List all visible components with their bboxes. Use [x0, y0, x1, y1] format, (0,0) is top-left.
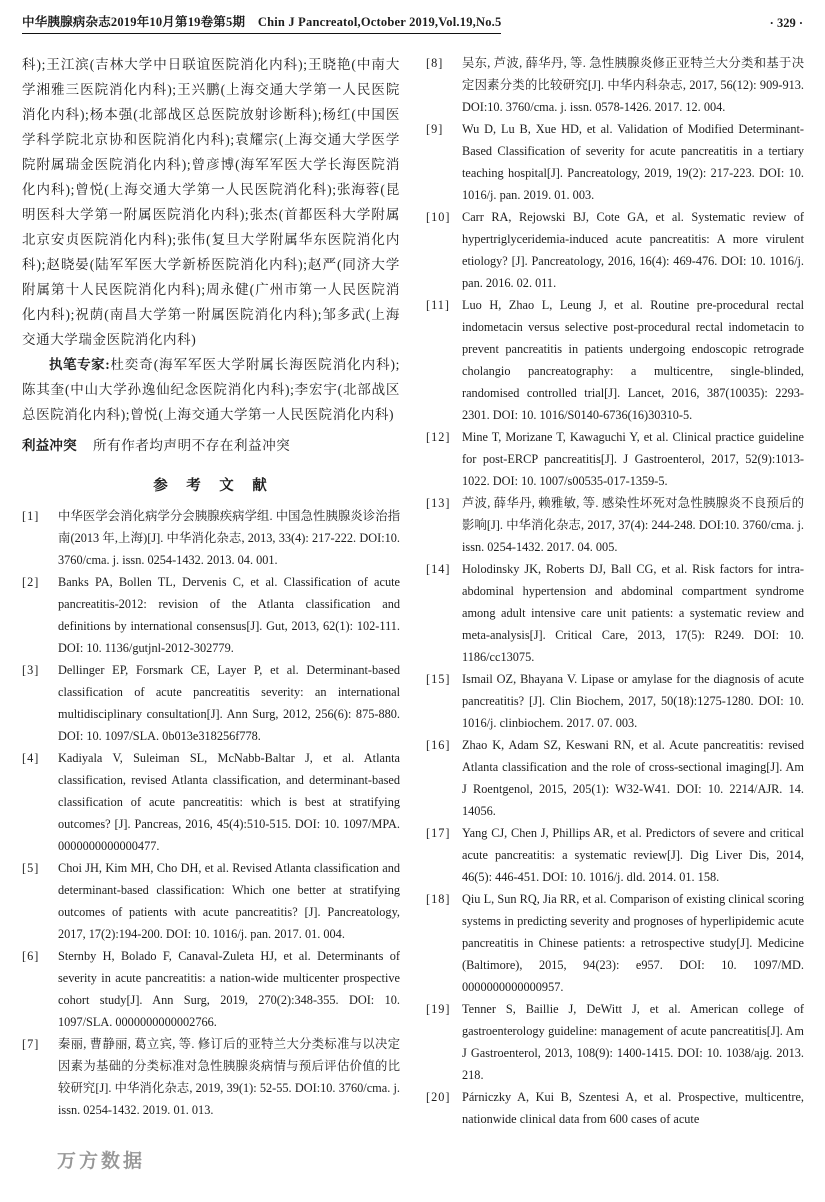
writing-experts-paragraph — [22, 352, 400, 427]
reference-item — [22, 945, 400, 1033]
expert-list-continued: 科);王江滨(吉林大学中日联谊医院消化内科);王晓艳(中南大学湘雅三医院消化内科);王兴鹏(上海交通大学第一人民医院消化内科);杨本强(北部战区总医院放射诊断科);杨红(中国医学科学院北京协和医院消化内科);袁耀宗(上海交通大学医学院附属瑞金医院消化内科);曾彦博(海军军医大学长海医院消化内科);曾悦(上海交通大学第一人民医院消化科);张海蓉(昆明医科大学第一附属医院消化内科);张杰(首都医科大学附属北京安贞医院消化内科);张伟(复旦大学附属华东医院消化内科);赵晓晏(陆军军医大学新桥医院消化内科);赵严(同济大学附属第十人民医院消化内科);周永健(广州市第一人民医院消化内科);祝荫(南昌大学第一附属医院消化内科);邹多武(上海交通大学瑞金医院消化内科) — [22, 57, 400, 347]
reference-item — [22, 659, 400, 747]
writing-experts-text: 杜奕奇(海军军医大学附属长海医院消化内科);陈其奎(中山大学孙逸仙纪念医院消化内科);李宏宇(北部战区总医院消化内科);曾悦(上海交通大学第一人民医院消化内科) — [22, 357, 400, 422]
reference-number: [11] — [426, 298, 451, 312]
two-column-body — [22, 52, 805, 1202]
reference-text: Banks PA, Bollen TL, Dervenis C, et al. Classification of acute pancreatitis-2012: revision of the Atlanta classification and definitions by international consensus[J]. Gut, 2013, 62(1): 102-111. DOI: 10. 1136/gutjnl-2012-302779. — [58, 575, 400, 655]
reference-item — [426, 822, 804, 888]
reference-text: Ismail OZ, Bhayana V. Lipase or amylase for the diagnosis of acute pancreatitis? [J]. Clin Biochem, 2017, 50(18):1275-1280. DOI: 10. 1016/j. clinbiochem. 2017. 07. 003. — [462, 672, 804, 730]
reference-text: Yang CJ, Chen J, Phillips AR, et al. Predictors of severe and critical acute pancreatitis: a systematic review[J]. Dig Liver Dis, 2014, 46(5): 446-451. DOI: 10. 1016/j. dld. 2014. 01. 158. — [462, 826, 804, 884]
reference-text: Sternby H, Bolado F, Canaval-Zuleta HJ, et al. Determinants of severity in acute pancreatitis: a nation-wide multicenter prospective cohort study[J]. Ann Surg, 2019, 270(2):348-355. DOI: 10. 1097/SLA. 0000000000002766. — [58, 949, 400, 1029]
reference-text: Mine T, Morizane T, Kawaguchi Y, et al. Clinical practice guideline for post-ERCP pancreatitis[J]. J Gastroenterol, 2017, 52(9):1013-1022. DOI: 10. 1007/s00535-017-1359-5. — [462, 430, 804, 488]
reference-text: Qiu L, Sun RQ, Jia RR, et al. Comparison of existing clinical scoring systems in predicting severity and prognoses of hyperlipidemic acute pancreatitis in Chinese patients: a retrospective study[J]. Medicine (Baltimore), 2015, 94(23): e957. DOI: 10. 1097/MD. 0000000000000957. — [462, 892, 804, 994]
reference-number: [7] — [22, 1037, 40, 1051]
reference-number: [19] — [426, 1002, 451, 1016]
reference-item — [426, 734, 804, 822]
wanfang-watermark: 万方数据 — [57, 1151, 146, 1172]
reference-number: [17] — [426, 826, 451, 840]
reference-item — [426, 426, 804, 492]
reference-text: 秦丽, 曹静丽, 葛立宾, 等. 修订后的亚特兰大分类标准与以决定因素为基础的分类标准对急性胰腺炎病情与预后评估价值的比较研究[J]. 中华消化杂志, 2019, 39(1): 52-55. DOI:10. 3760/cma. j. issn. 0254-1432. 2019. 01. 013. — [58, 1037, 400, 1117]
reference-number: [5] — [22, 861, 40, 875]
reference-number: [15] — [426, 672, 451, 686]
reference-item — [426, 118, 804, 206]
references-heading: 参 考 文 献 — [153, 478, 269, 494]
reference-number: [4] — [22, 751, 40, 765]
reference-number: [16] — [426, 738, 451, 752]
reference-text: Choi JH, Kim MH, Cho DH, et al. Revised Atlanta classification and determinant-based classification: Which one better at stratifying outcomes of patients with acute pancreatitis? [J]. Pancreatology, 2017, 17(2):194-200. DOI: 10. 1016/j. pan. 2017. 01. 004. — [58, 861, 400, 941]
reference-item — [426, 1086, 804, 1130]
writing-experts-label: 执笔专家: — [49, 357, 110, 372]
reference-number: [2] — [22, 575, 40, 589]
reference-number: [20] — [426, 1090, 451, 1104]
reference-text: Kadiyala V, Suleiman SL, McNabb-Baltar J, et al. Atlanta classification, revised Atlanta classification, and determinant-based classification of acute pancreatitis: which is best at stratifying outcomes? [J]. Pancreas, 2016, 45(4):510-515. DOI: 10. 1097/MPA. 0000000000000477. — [58, 751, 400, 853]
reference-item — [22, 505, 400, 571]
conflict-of-interest — [22, 433, 400, 458]
reference-item — [22, 857, 400, 945]
left-column — [22, 52, 400, 1202]
conflict-text: 所有作者均声明不存在利益冲突 — [93, 438, 291, 453]
reference-text: Dellinger EP, Forsmark CE, Layer P, et al. Determinant-based classification of acute pancreatitis severity: an international multidisciplinary consultation[J]. Ann Surg, 2012, 256(6): 875-880. DOI: 10. 1097/SLA. 0b013e318256f778. — [58, 663, 400, 743]
reference-number: [8] — [426, 56, 444, 70]
reference-item — [426, 492, 804, 558]
reference-item — [426, 294, 804, 426]
reference-text: Carr RA, Rejowski BJ, Cote GA, et al. Systematic review of hypertriglyceridemia-induced acute pancreatitis: A more virulent etiology? [J]. Pancreatology, 2016, 16(4): 469-476. DOI: 10. 1016/j. pan. 2016. 02. 011. — [462, 210, 804, 290]
reference-item — [426, 52, 804, 118]
reference-item — [426, 668, 804, 734]
reference-item — [22, 1033, 400, 1121]
reference-item — [22, 571, 400, 659]
reference-number: [3] — [22, 663, 40, 677]
page-number: · 329 · — [769, 16, 803, 30]
reference-text: 吴东, 芦波, 薛华丹, 等. 急性胰腺炎修正亚特兰大分类和基于决定因素分类的比较研究[J]. 中华内科杂志, 2017, 56(12): 909-913. DOI:10. 3760/cma. j. issn. 0578-1426. 2017. 12. 004. — [462, 56, 804, 114]
reference-text: 中华医学会消化病学分会胰腺疾病学组. 中国急性胰腺炎诊治指南(2013 年,上海)[J]. 中华消化杂志, 2013, 33(4): 217-222. DOI:10. 3760/cma. j. issn. 0254-1432. 2013. 04. 001. — [58, 509, 400, 567]
reference-item — [426, 206, 804, 294]
reference-item — [426, 998, 804, 1086]
reference-number: [13] — [426, 496, 451, 510]
reference-item — [426, 558, 804, 668]
reference-number: [10] — [426, 210, 451, 224]
reference-text: Tenner S, Baillie J, DeWitt J, et al. American college of gastroenterology guideline: management of acute pancreatitis[J]. Am J Gastroenterol, 2013, 108(9): 1400-1415. DOI: 10. 1038/ajg. 2013. 218. — [462, 1002, 804, 1082]
reference-text: Luo H, Zhao L, Leung J, et al. Routine pre-procedural rectal indometacin versus selective post-procedural rectal indometacin to prevent pancreatitis in patients undergoing endoscopic retrograde cholangio pancreatography: a multicentre, single-blinded, randomised controlled trial[J]. Lancet, 2016, 387(10035): 2293-2301. DOI: 10. 1016/S0140-6736(16)30310-5. — [462, 298, 804, 422]
reference-text: 芦波, 薛华丹, 赖雅敏, 等. 感染性坏死对急性胰腺炎不良预后的影响[J]. 中华消化杂志, 2017, 37(4): 244-248. DOI:10. 3760/cma. j. issn. 0254-1432. 2017. 04. 005. — [462, 496, 804, 554]
reference-item — [22, 747, 400, 857]
conflict-label: 利益冲突 — [22, 438, 77, 453]
reference-number: [12] — [426, 430, 451, 444]
reference-number: [18] — [426, 892, 451, 906]
page-header — [22, 12, 803, 34]
reference-text: Wu D, Lu B, Xue HD, et al. Validation of Modified Determinant-Based Classification of severity for acute pancreatitis in a tertiary teaching hospital[J]. Pancreatology, 2019, 19(2): 217-223. DOI: 10. 1016/j. pan. 2019. 01. 003. — [462, 122, 804, 202]
right-column — [426, 52, 804, 1202]
reference-number: [6] — [22, 949, 40, 963]
reference-text: Zhao K, Adam SZ, Keswani RN, et al. Acute pancreatitis: revised Atlanta classification and the role of cross-sectional imaging[J]. Am J Roentgenol, 2015, 205(1): W32-W41. DOI: 10. 2214/AJR. 14. 14056. — [462, 738, 804, 818]
reference-number: [9] — [426, 122, 444, 136]
journal-title: 中华胰腺病杂志2019年10月第19卷第5期 Chin J Pancreatol,October 2019,Vol.19,No.5 — [22, 12, 501, 34]
reference-item — [426, 888, 804, 998]
reference-text: Holodinsky JK, Roberts DJ, Ball CG, et al. Risk factors for intra-abdominal hypertension and abdominal compartment syndrome among adult intensive care unit patients: a systematic review and meta-analysis[J]. Critical Care, 2013, 17(5): R249. DOI: 10. 1186/cc13075. — [462, 562, 804, 664]
reference-text: Párniczky A, Kui B, Szentesi A, et al. Prospective, multicentre, nationwide clinical data from 600 cases of acute — [462, 1090, 804, 1126]
reference-number: [14] — [426, 562, 451, 576]
reference-number: [1] — [22, 509, 40, 523]
